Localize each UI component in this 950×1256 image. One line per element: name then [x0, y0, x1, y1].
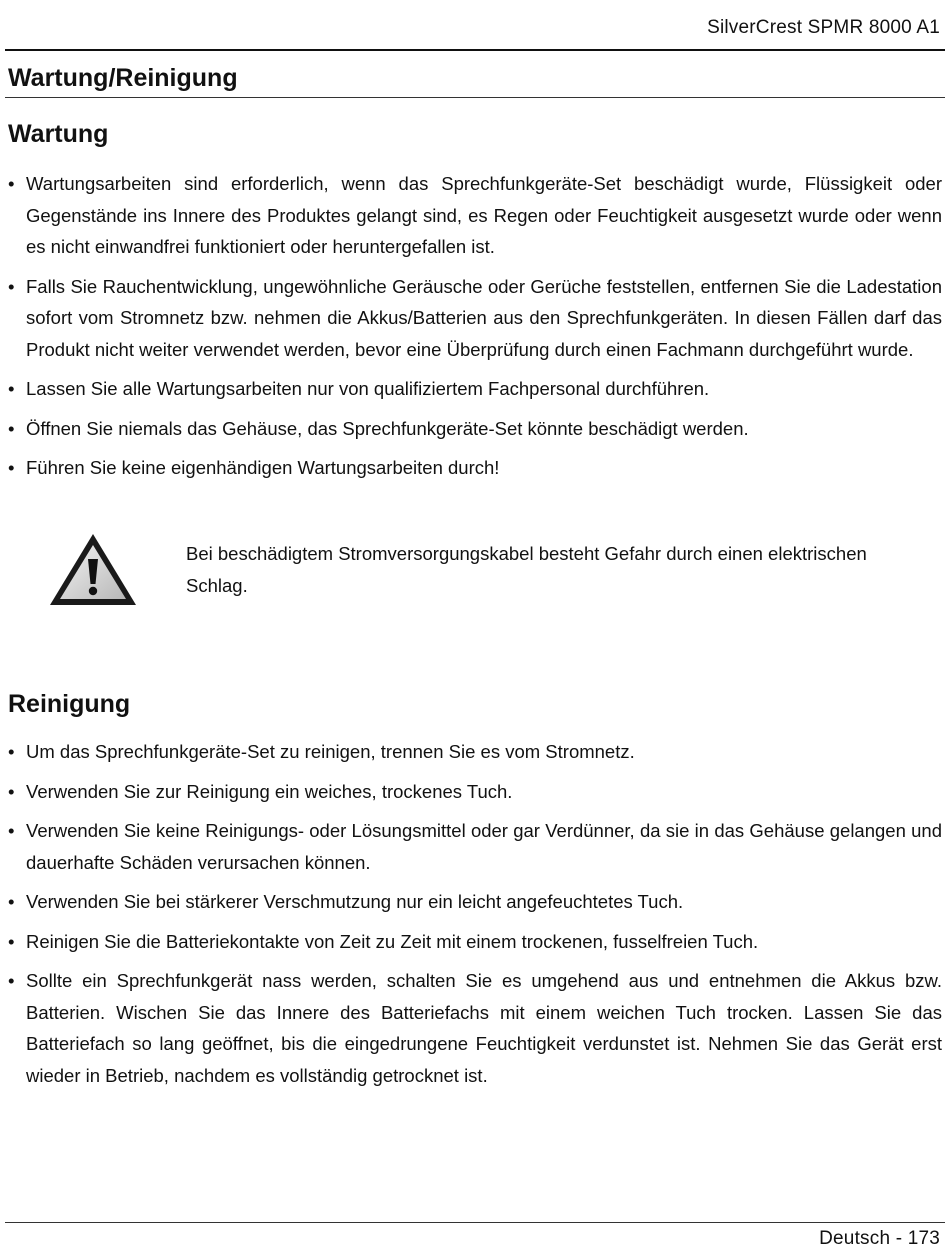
warning-triangle-icon: [48, 532, 138, 608]
list-item: • Reinigen Sie die Batteriekontakte von Zeit zu Zeit mit einem trockenen, fusselfreien Tuch.: [8, 926, 942, 958]
wartung-list: [8, 168, 942, 492]
footer-page-number: Deutsch - 173: [819, 1228, 940, 1249]
warning-text: Bei beschädigtem Stromversorgungskabel besteht Gefahr durch einen elektrischen Schlag.: [186, 543, 867, 596]
list-item: • Falls Sie Rauchentwicklung, ungewöhnliche Geräusche oder Gerüche feststellen, entfernen Sie die Ladestation sofort vom Stromnetz bzw. nehmen die Akkus/Batterien aus den Sprechfunkgeräten. In diesen Fällen darf das Produkt nicht weiter verwendet werden, bevor eine Überprüfung durch einen Fachmann durchgeführt wurde.: [8, 271, 942, 366]
bullet-icon: •: [8, 820, 15, 841]
list-item: • Wartungsarbeiten sind erforderlich, wenn das Sprechfunkgeräte-Set beschädigt wurde, Flüssigkeit oder Gegenstände ins Innere des Produktes gelangt sind, es Regen oder Feuchtigkeit ausgesetzt wurde oder wenn es nicht einwandfrei funktioniert oder heruntergefallen ist.: [8, 168, 942, 263]
bullet-icon: •: [8, 378, 15, 399]
header-divider: [5, 49, 945, 51]
reinigung-list: [8, 736, 942, 1099]
bullet-icon: •: [8, 173, 15, 194]
bullet-icon: •: [8, 457, 15, 478]
electric-shock-warning: [48, 532, 928, 612]
list-item: • Lassen Sie alle Wartungsarbeiten nur von qualifiziertem Fachpersonal durchführen.: [8, 373, 942, 405]
list-item: • Um das Sprechfunkgeräte-Set zu reinigen, trennen Sie es vom Stromnetz.: [8, 736, 942, 768]
list-item: • Verwenden Sie keine Reinigungs- oder Lösungsmittel oder gar Verdünner, da sie in das Gehäuse gelangen und dauerhafte Schäden verursachen können.: [8, 815, 942, 878]
section-heading-reinigung: Reinigung: [8, 690, 131, 718]
bullet-icon: •: [8, 970, 15, 991]
list-item: • Führen Sie keine eigenhändigen Wartungsarbeiten durch!: [8, 452, 942, 484]
bullet-icon: •: [8, 930, 15, 952]
list-item: • Verwenden Sie zur Reinigung ein weiches, trockenes Tuch.: [8, 776, 942, 808]
bullet-icon: •: [8, 891, 15, 912]
bullet-icon: •: [8, 275, 15, 297]
bullet-icon: •: [8, 741, 15, 762]
title-divider: [5, 97, 945, 98]
bullet-icon: •: [8, 417, 15, 439]
page-title: Wartung/Reinigung: [8, 64, 238, 92]
header-product-name: SilverCrest SPMR 8000 A1: [707, 17, 940, 38]
list-item: • Öffnen Sie niemals das Gehäuse, das Sprechfunkgeräte-Set könnte beschädigt werden.: [8, 413, 942, 445]
footer-divider: [5, 1222, 945, 1223]
list-item: • Verwenden Sie bei stärkerer Verschmutzung nur ein leicht angefeuchtetes Tuch.: [8, 886, 942, 918]
list-item: • Sollte ein Sprechfunkgerät nass werden, schalten Sie es umgehend aus und entnehmen die Akkus bzw. Batterien. Wischen Sie das Innere des Batteriefachs mit einem weichen Tuch trocken. Lassen Sie das Batteriefach so lang geöffnet, bis die eingedrungene Feuchtigkeit verdunstet ist. Nehmen Sie das Gerät erst wieder in Betrieb, nachdem es vollständig getrocknet ist.: [8, 965, 942, 1091]
bullet-icon: •: [8, 780, 15, 802]
section-heading-wartung: Wartung: [8, 120, 109, 148]
